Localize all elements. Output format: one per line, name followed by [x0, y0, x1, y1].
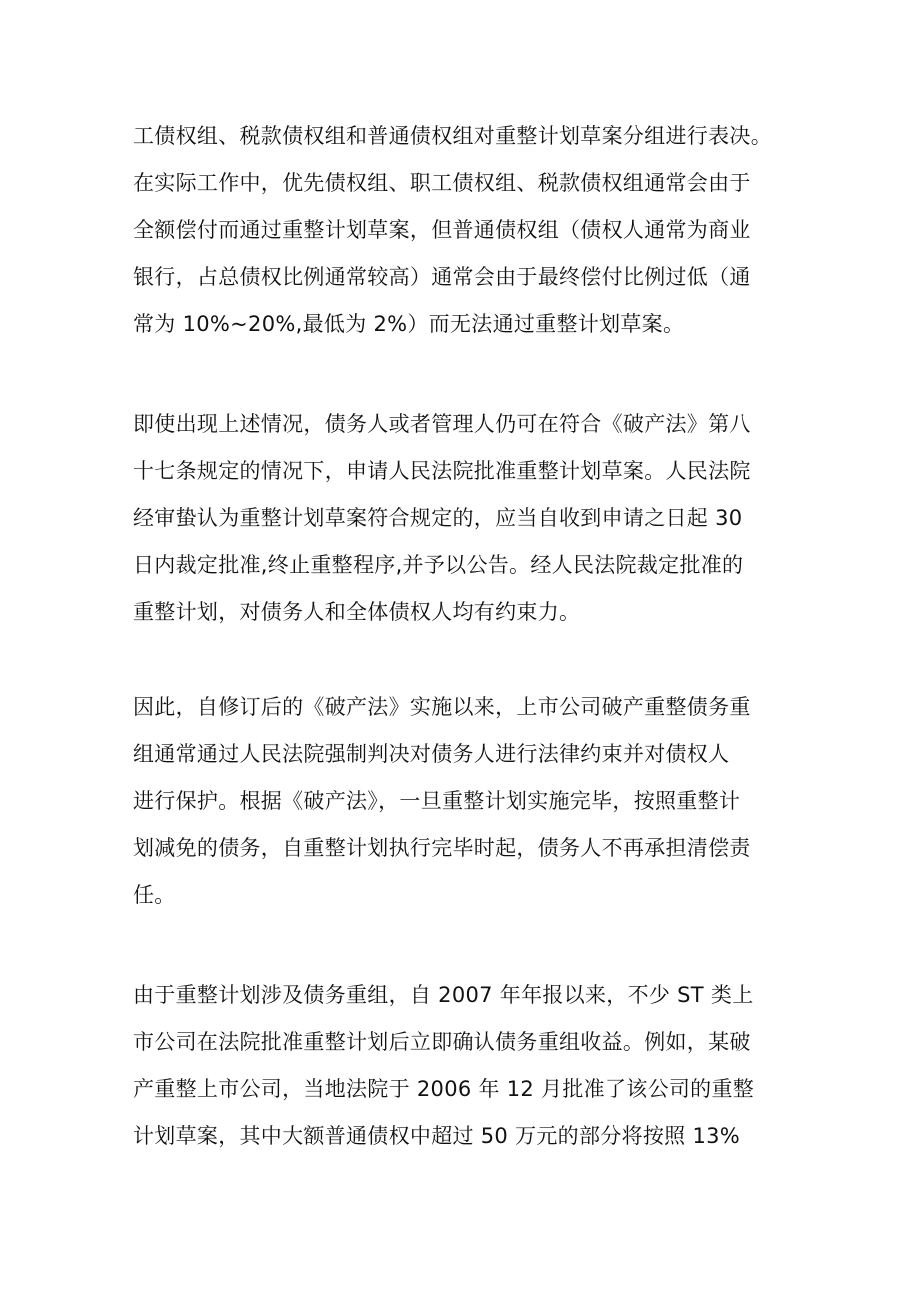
text-line: 产重整上市公司，当地法院于 2006 年 12 月批准了该公司的重整 [133, 1077, 755, 1101]
text-line: 常为 10%~20%,最低为 2%）而无法通过重整计划草案。 [133, 312, 685, 336]
paragraph-3 [133, 684, 813, 919]
text-line: 计划草案，其中大额普通债权中超过 50 万元的部分将按照 13% [133, 1124, 741, 1148]
paragraph-1 [133, 113, 813, 348]
text-line: 市公司在法院批准重整计划后立即确认债务重组收益。例如，某破 [133, 1030, 751, 1054]
text-line: 工债权组、税款债权组和普通债权组对重整计划草案分组进行表决。 [133, 124, 772, 148]
text-line: 进行保护。根据《破产法》，一旦重整计划实施完毕，按照重整计 [133, 789, 741, 813]
text-line: 经审蛰认为重整计划草案符合规定的，应当自收到申请之日起 30 [133, 506, 743, 530]
text-line: 日内裁定批准,终止重整程序,并予以公告。经人民法院裁定批准的 [133, 553, 744, 577]
text-line: 组通常通过人民法院强制判决对债务人进行法律约束并对债权人 [133, 742, 730, 766]
text-line: 在实际工作中，优先债权组、职工债权组、税款债权组通常会由于 [133, 171, 751, 195]
text-line: 划减免的债务，自重整计划执行完毕时起，债务人不再承担清偿责 [133, 836, 751, 860]
text-line: 重整计划，对债务人和全体债权人均有约束力。 [133, 600, 581, 624]
text-line: 由于重整计划涉及债务重组，自 2007 年年报以来，不少 ST 类上 [133, 983, 754, 1007]
text-line: 十七条规定的情况下，申请人民法院批准重整计划草案。人民法院 [133, 459, 751, 483]
text-line: 因此，自修订后的《破产法》实施以来，上市公司破产重整债务重 [133, 695, 751, 719]
text-line: 任。 [133, 883, 176, 907]
text-line: 即使出现上述情况，债务人或者管理人仍可在符合《破产法》第八 [133, 412, 751, 436]
paragraph-4 [133, 972, 813, 1160]
text-line: 全额偿付而通过重整计划草案，但普通债权组（债权人通常为商业 [133, 218, 751, 242]
paragraph-2 [133, 401, 813, 636]
text-line: 银行，占总债权比例通常较高）通常会由于最终偿付比例过低（通 [133, 265, 751, 289]
